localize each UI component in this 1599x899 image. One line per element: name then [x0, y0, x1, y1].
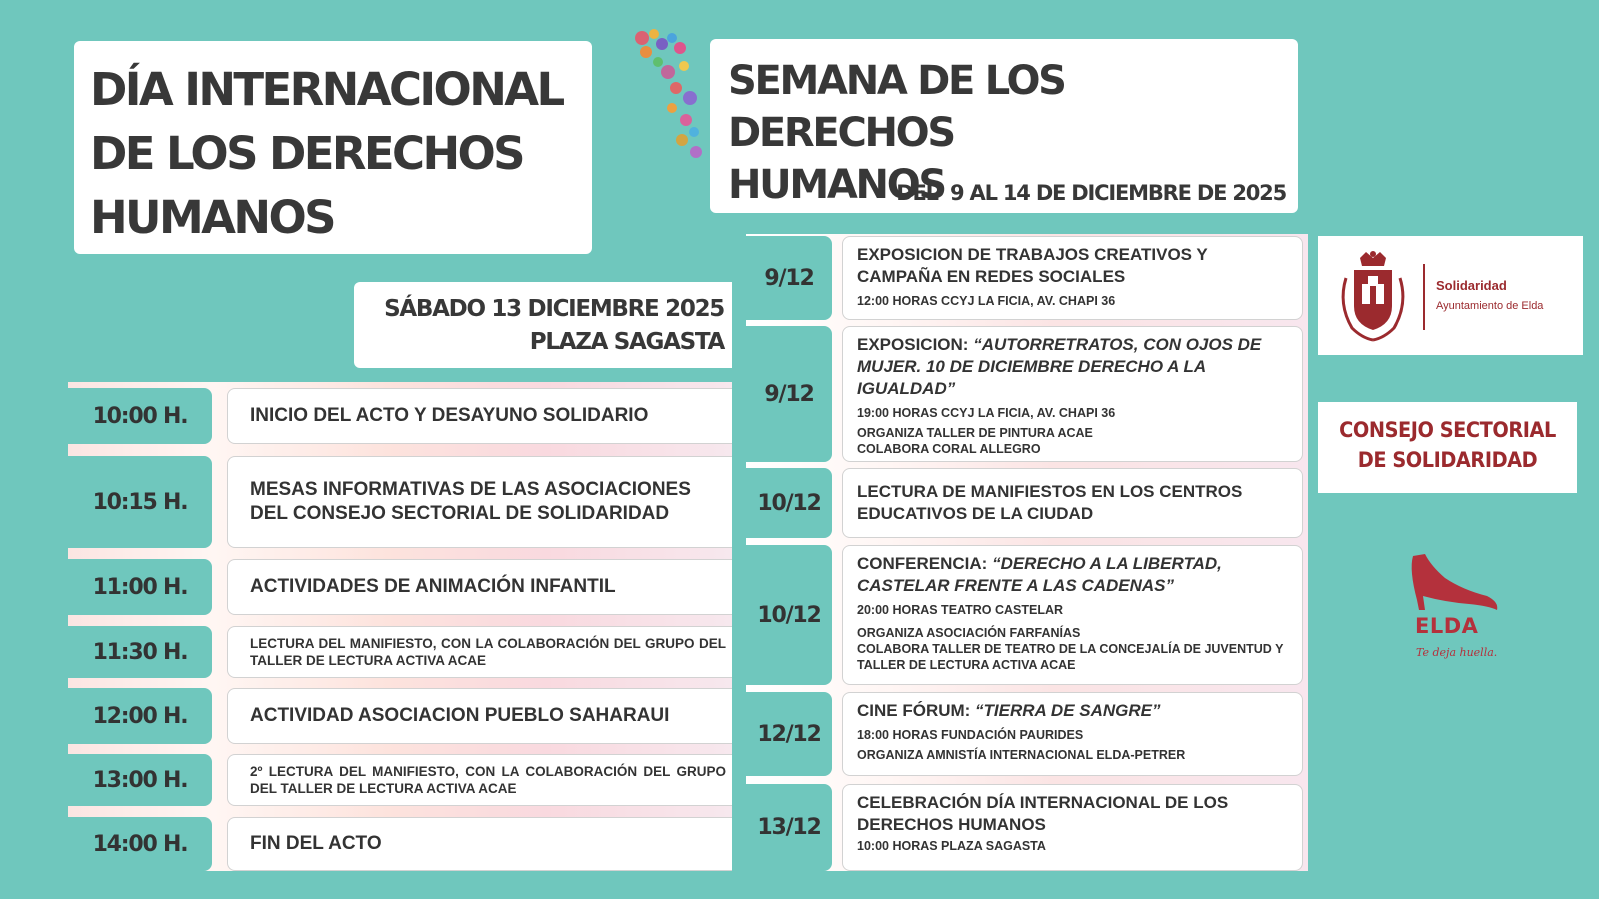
- saturday-header: [354, 282, 732, 368]
- consejo-line-1: CONSEJO SECTORIAL: [1339, 418, 1556, 442]
- week-row: [746, 545, 1308, 685]
- schedule-row: [68, 456, 732, 548]
- decorative-pattern-icon: [632, 28, 706, 168]
- week-event-title: EXPOSICION: “AUTORRETRATOS, CON OJOS DE MUJER. 10 DE DICIEMBRE DERECHO A LA IGUALDAD”: [857, 335, 1262, 398]
- schedule-activity: MESAS INFORMATIVAS DE LAS ASOCIACIONES DEL CONSEJO SECTORIAL DE SOLIDARIDAD: [227, 456, 732, 548]
- schedule-row: [68, 754, 732, 806]
- week-event-detail: ORGANIZA TALLER DE PINTURA ACAE: [857, 426, 1093, 440]
- week-date: 9/12: [746, 236, 832, 320]
- schedule-time: 11:30 H.: [68, 626, 212, 678]
- main-title-line-3: HUMANOS: [90, 191, 334, 244]
- week-event-title: CONFERENCIA: “DERECHO A LA LIBERTAD, CASTELAR FRENTE A LAS CADENAS”: [857, 554, 1222, 595]
- week-event-detail: 10:00 HORAS PLAZA SAGASTA: [857, 839, 1046, 853]
- elda-slogan: Te deja huella.: [1416, 646, 1498, 659]
- week-event-detail: 20:00 HORAS TEATRO CASTELAR: [857, 603, 1064, 617]
- week-event-detail: ORGANIZA AMNISTÍA INTERNACIONAL ELDA-PETRER: [857, 748, 1186, 762]
- schedule-row: [68, 817, 732, 871]
- logo-solidaridad: Solidaridad: [1436, 278, 1507, 293]
- week-event: [842, 692, 1303, 776]
- saturday-date: SÁBADO 13 DICIEMBRE 2025: [384, 296, 724, 322]
- main-title-line-1: DÍA INTERNACIONAL: [90, 63, 563, 116]
- schedule-row: [68, 559, 732, 615]
- main-title-card: [74, 41, 592, 254]
- week-event: [842, 468, 1303, 538]
- week-event-detail: 19:00 HORAS CCYJ LA FICIA, AV. CHAPI 36: [857, 406, 1116, 420]
- week-event: [842, 784, 1303, 871]
- schedule-activity: ACTIVIDADES DE ANIMACIÓN INFANTIL: [227, 559, 732, 615]
- week-event-detail: COLABORA TALLER DE TEATRO DE LA CONCEJALÍA DE JUVENTUD Y TALLER DE LECTURA ACTIVA ACAE: [857, 642, 1284, 672]
- week-row: [746, 468, 1308, 538]
- schedule-time: 10:15 H.: [68, 456, 212, 548]
- week-row: [746, 784, 1308, 871]
- elda-wordmark: ELDA: [1415, 614, 1479, 638]
- week-title-line-1: SEMANA DE LOS DERECHOS: [728, 58, 1065, 156]
- week-event-detail: ORGANIZA ASOCIACIÓN FARFANÍAS: [857, 626, 1081, 640]
- schedule-activity: INICIO DEL ACTO Y DESAYUNO SOLIDARIO: [227, 388, 732, 444]
- week-event-title: CELEBRACIÓN DÍA INTERNACIONAL DE LOS DERECHOS HUMANOS: [857, 793, 1229, 834]
- week-date: 13/12: [746, 784, 832, 871]
- week-date: 10/12: [746, 545, 832, 685]
- week-row: [746, 692, 1308, 776]
- schedule-row: [68, 388, 732, 444]
- logo-ayuntamiento: Ayuntamiento de Elda: [1436, 300, 1544, 312]
- saturday-place: PLAZA SAGASTA: [529, 329, 724, 355]
- ayuntamiento-logo: [1318, 236, 1583, 355]
- week-title-card: [710, 39, 1298, 213]
- schedule-activity: 2º LECTURA DEL MANIFIESTO, CON LA COLABORACIÓN DEL GRUPO DEL TALLER DE LECTURA ACTIVA ACAE: [227, 754, 732, 806]
- schedule-activity: LECTURA DEL MANIFIESTO, CON LA COLABORACIÓN DEL GRUPO DEL TALLER DE LECTURA ACTIVA ACAE: [227, 626, 732, 678]
- week-row: [746, 326, 1308, 462]
- schedule-time: 12:00 H.: [68, 688, 212, 744]
- schedule-time: 11:00 H.: [68, 559, 212, 615]
- schedule-activity: FIN DEL ACTO: [227, 817, 732, 871]
- consejo-sectorial-card: [1318, 402, 1577, 493]
- week-event-title: EXPOSICION DE TRABAJOS CREATIVOS Y CAMPAÑA EN REDES SOCIALES: [857, 245, 1208, 286]
- week-event-detail: 18:00 HORAS FUNDACIÓN PAURIDES: [857, 728, 1084, 742]
- date-range: DEL 9 AL 14 DE DICIEMBRE DE 2025: [896, 181, 1286, 205]
- week-schedule: [746, 234, 1308, 871]
- week-event-detail: 12:00 HORAS CCYJ LA FICIA, AV. CHAPI 36: [857, 294, 1116, 308]
- week-event: [842, 545, 1303, 685]
- week-date: 9/12: [746, 326, 832, 462]
- schedule-row: [68, 626, 732, 678]
- week-date: 10/12: [746, 468, 832, 538]
- week-event: [842, 326, 1303, 462]
- week-event-detail: COLABORA CORAL ALLEGRO: [857, 442, 1041, 456]
- week-row: [746, 236, 1308, 320]
- week-event: [842, 236, 1303, 320]
- logo-divider: [1423, 264, 1425, 330]
- consejo-line-2: DE SOLIDARIDAD: [1357, 448, 1538, 472]
- schedule-activity: ACTIVIDAD ASOCIACION PUEBLO SAHARAUI: [227, 688, 732, 744]
- schedule-time: 10:00 H.: [68, 388, 212, 444]
- main-title-line-2: DE LOS DERECHOS: [90, 127, 523, 180]
- saturday-schedule: [68, 382, 732, 871]
- schedule-time: 14:00 H.: [68, 817, 212, 871]
- schedule-time: 13:00 H.: [68, 754, 212, 806]
- main-title: [90, 58, 592, 250]
- schedule-row: [68, 688, 732, 744]
- week-event-title: LECTURA DE MANIFIESTOS EN LOS CENTROS EDUCATIVOS DE LA CIUDAD: [857, 482, 1243, 523]
- week-date: 12/12: [746, 692, 832, 776]
- week-title-line-2: HUMANOS: [728, 162, 945, 208]
- week-event-title: CINE FÓRUM: “TIERRA DE SANGRE”: [857, 701, 1161, 720]
- coat-of-arms-icon: [1332, 248, 1414, 344]
